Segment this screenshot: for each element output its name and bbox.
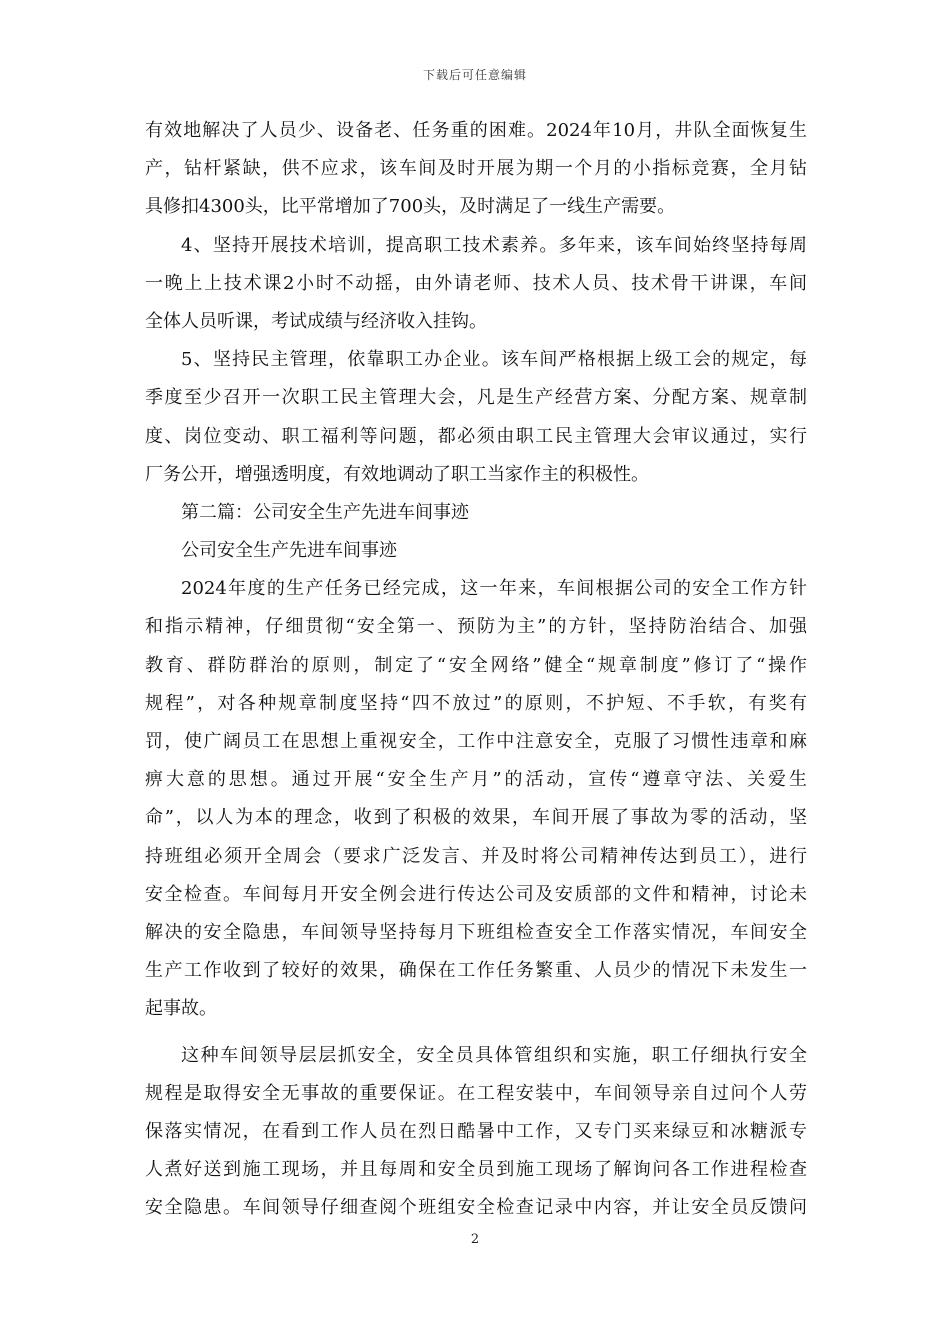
text-line: 4、坚持开展技术培训，提高职工技术素养。多年来，该车间始终坚持每周 bbox=[181, 234, 807, 256]
text-line: 生产工作收到了较好的效果，确保在工作任务繁重、人员少的情况下未发生一 bbox=[145, 960, 807, 982]
text-line: 痹大意的思想。通过开展“安全生产月”的活动，宣传“遵章守法、关爱生 bbox=[145, 769, 807, 791]
page-header: 下载后可任意编辑 bbox=[422, 68, 527, 82]
text-line: 2024年度的生产任务已经完成，这一年来，车间根据公司的安全工作方针 bbox=[181, 578, 807, 600]
text-line: 度、岗位变动、职工福利等问题，都必须由职工民主管理大会审议通过，实行 bbox=[145, 425, 807, 447]
text-line: 规程是取得安全无事故的重要保证。在工程安装中，车间领导亲自过问个人劳 bbox=[145, 1082, 807, 1104]
text-line: 一晚上上技术课2小时不动摇，由外请老师、技术人员、技术骨干讲课，车间 bbox=[145, 272, 807, 294]
text-line: 安全检查。车间每月开安全例会进行传达公司及安质部的文件和精神，讨论未 bbox=[145, 883, 807, 905]
section-heading: 第二篇：公司安全生产先进车间事迹 bbox=[181, 501, 469, 523]
text-line: 保落实情况，在看到工作人员在烈日酷暑中工作，又专门买来绿豆和冰糖派专 bbox=[145, 1120, 807, 1142]
text-line: 季度至少召开一次职工民主管理大会，凡是生产经营方案、分配方案、规章制 bbox=[145, 387, 807, 409]
text-line: 安全隐患。车间领导仔细查阅个班组安全检查记录中内容，并让安全员反馈问 bbox=[145, 1197, 807, 1219]
text-line: 解决的安全隐患，车间领导坚持每月下班组检查安全工作落实情况，车间安全 bbox=[145, 921, 807, 943]
text-line: 厂务公开，增强透明度，有效地调动了职工当家作主的积极性。 bbox=[145, 463, 649, 485]
text-line: 这种车间领导层层抓安全，安全员具体管组织和实施，职工仔细执行安全 bbox=[181, 1044, 807, 1066]
text-line: 具修扣4300头，比平常增加了700头，及时满足了一线生产需要。 bbox=[145, 196, 676, 218]
text-line: 罚，使广阔员工在思想上重视安全，工作中注意安全，克服了习惯性违章和麻 bbox=[145, 731, 807, 752]
text-line: 起事故。 bbox=[145, 998, 217, 1020]
section-subheading: 公司安全生产先进车间事迹 bbox=[181, 540, 397, 562]
text-line: 规程”，对各种规章制度坚持“四不放过”的原则，不护短、不手软，有奖有 bbox=[145, 692, 807, 714]
document-body bbox=[145, 112, 807, 1227]
text-line: 教育、群防群治的原则，制定了“安全网络”健全“规章制度”修订了“操作 bbox=[145, 654, 807, 676]
text-line: 和指示精神，仔细贯彻“安全第一、预防为主”的方针，坚持防治结合、加强 bbox=[145, 616, 807, 638]
text-line: 有效地解决了人员少、设备老、任务重的困难。2024年10月，井队全面恢复生 bbox=[145, 120, 807, 141]
text-line: 5、坚持民主管理，依靠职工办企业。该车间严格根据上级工会的规定，每 bbox=[181, 349, 807, 371]
text-line: 全体人员听课，考试成绩与经济收入挂钩。 bbox=[145, 310, 487, 332]
text-line: 命”，以人为本的理念，收到了积极的效果，车间开展了事故为零的活动，坚 bbox=[145, 807, 807, 829]
text-line: 人煮好送到施工现场，并且每周和安全员到施工现场了解询问各工作进程检查 bbox=[145, 1159, 807, 1181]
page-number: 2 bbox=[470, 1232, 480, 1247]
text-line: 持班组必须开全周会（要求广泛发言、并及时将公司精神传达到员工），进行 bbox=[145, 845, 807, 867]
text-line: 产，钻杆紧缺，供不应求，该车间及时开展为期一个月的小指标竞赛，全月钻 bbox=[145, 158, 807, 180]
paragraph-gap bbox=[145, 1029, 807, 1037]
